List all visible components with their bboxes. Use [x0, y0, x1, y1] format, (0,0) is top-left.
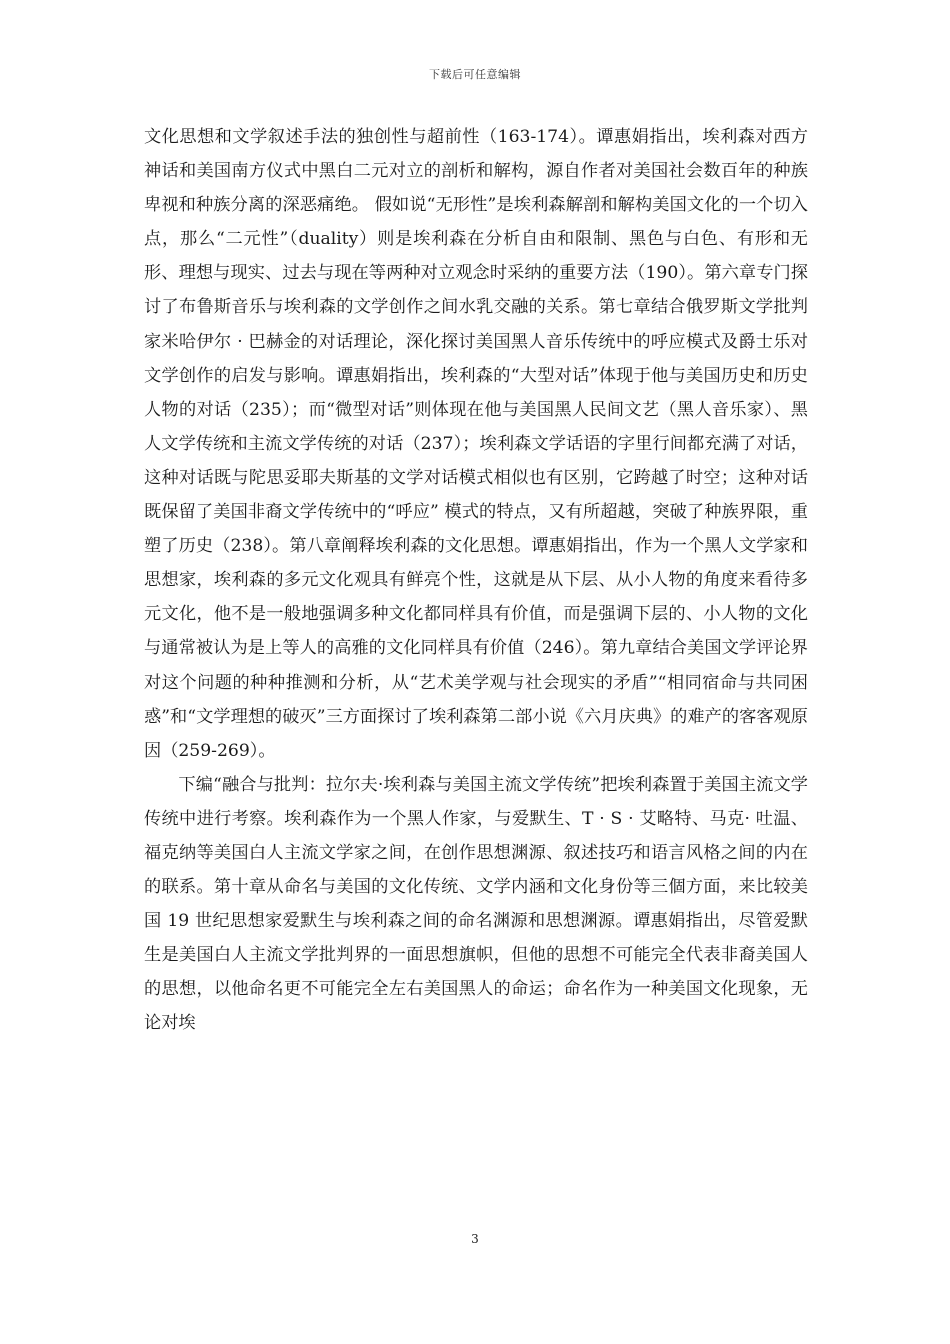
paragraph-1: 文化思想和文学叙述手法的独创性与超前性（163-174）。谭惠娟指出，埃利森对西方神话和美国南方仪式中黑白二元对立的剖析和解构，源自作者对美国社会数百年的种族卑视和种族分离的深恶痛绝。 假如说“无形性”是埃利森解剖和解构美国文化的一个切入点，那么“二元性”（duality）则是埃利森在分析自由和限制、黑色与白色、有形和无形、理想与现实、过去与现在等两种对立观念时采纳的重要方法（190）。第六章专门探讨了布鲁斯音乐与埃利森的文学创作之间水乳交融的关系。第七章结合俄罗斯文学批判家米哈伊尔 · 巴赫金的对话理论，深化探讨美国黑人音乐传统中的呼应模式及爵士乐对文学创作的启发与影响。谭惠娟指出，埃利森的“大型对话”体现于他与美国历史和历史人物的对话（235）；而“微型对话”则体现在他与美国黑人民间文艺（黑人音乐家）、黑人文学传统和主流文学传统的对话（237）；埃利森文学话语的字里行间都充满了对话，这种对话既与陀思妥耶夫斯基的文学对话模式相似也有区别，它跨越了时空；这种对话既保留了美国非裔文学传统中的“呼应” 模式的特点，又有所超越，突破了种族界限，重塑了历史（238）。第八章阐释埃利森的文化思想。谭惠娟指出，作为一个黑人文学家和思想家，埃利森的多元文化观具有鲜亮个性，这就是从下层、从小人物的角度来看待多元文化，他不是一般地强调多种文化都同样具有价值，而是强调下层的、小人物的文化与通常被认为是上等人的高雅的文化同样具有价值（246）。第九章结合美国文学评论界对这个问题的种种推测和分析，从“艺术美学观与社会现实的矛盾”“相同宿命与共同困惑”和“文学理想的破灭”三方面探讨了埃利森第二部小说《六月庆典》的难产的客客观原因（259-269）。: [144, 127, 808, 761]
document-body: [144, 120, 808, 1041]
paragraph-2: 下编“融合与批判：拉尔夫·埃利森与美国主流文学传统”把埃利森置于美国主流文学传统中进行考察。埃利森作为一个黑人作家，与爱默生、T · S · 艾略特、马克· 吐温、福克纳等美国白人主流文学家之间，在创作思想渊源、叙述技巧和语言风格之间的内在的联系。第十章从命名与美国的文化传统、文学内涵和文化身份等三個方面，来比较美国 19 世纪思想家爱默生与埃利森之间的命名渊源和思想渊源。谭惠娟指出，尽管爱默生是美国白人主流文学批判界的一面思想旗帜，但他的思想不可能完全代表非裔美国人的思想，以他命名更不可能完全左右美国黑人的命运；命名作为一种美国文化现象，无论对埃: [144, 774, 808, 1034]
page-number: 3: [471, 1232, 479, 1246]
page-header: 下载后可任意编辑: [429, 68, 521, 81]
